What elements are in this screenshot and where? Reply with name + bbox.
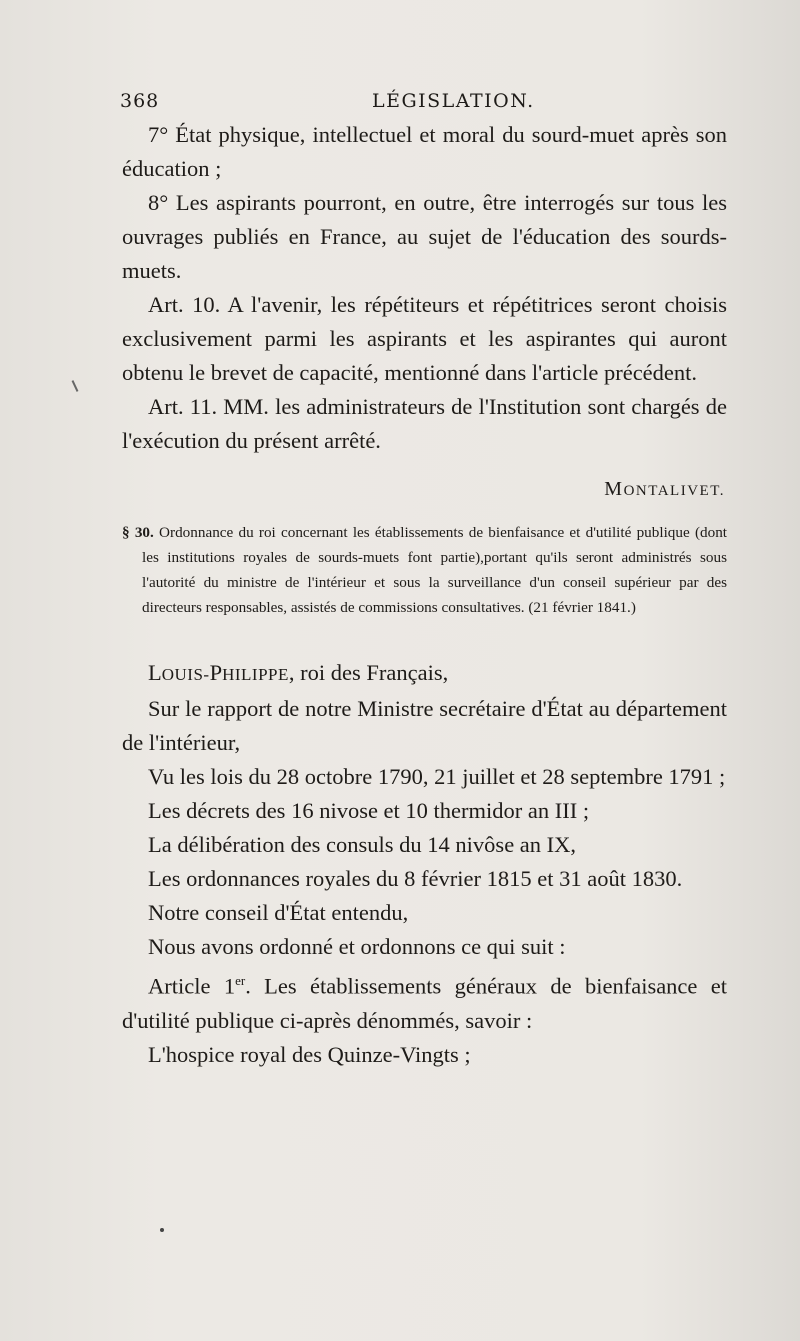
signature: [122, 472, 727, 508]
footnote-block: [122, 520, 727, 620]
king-rest-2: HILIPPE: [222, 665, 289, 684]
page-body: [122, 118, 727, 1072]
ordinance-paragraph: Sur le rapport de notre Ministre secrétaire d'État au département de l'intérieur,: [122, 696, 727, 755]
ordinance-paragraph: Les ordonnances royales du 8 février 1815 et 31 août 1830.: [148, 866, 683, 891]
ordinance-paragraph: La délibération des consuls du 14 nivôse an IX,: [148, 832, 577, 857]
ordinance-paragraph: Notre conseil d'État entendu,: [148, 900, 409, 925]
page-number: 368: [120, 90, 160, 112]
footnote-text: Ordonnance du roi concernant les établissements de bienfaisance et d'utilité publique (dont les institutions royales de sourds-muets font partie),portant qu'ils seront administrés sous l'autorité du ministre de l'intérieur et sous la surveillance d'un conseil supérieur par des directeurs responsables, assistés de commissions consultatives. (21 février 1841.): [142, 524, 728, 616]
running-title: LÉGISLATION.: [372, 90, 535, 112]
ordinance-paragraph: Les décrets des 16 nivose et 10 thermidor an III ;: [148, 798, 590, 823]
king-rest-1: OUIS-: [161, 665, 210, 684]
ordinance-king-line: [122, 656, 727, 692]
signature-initial: M: [604, 478, 624, 500]
king-initial-1: L: [148, 660, 162, 685]
ordinance-paragraph: Vu les lois du 28 octobre 1790, 21 juillet et 28 septembre 1791 ;: [148, 764, 726, 789]
margin-mark: [72, 380, 79, 392]
king-initial-2: P: [209, 660, 223, 685]
paragraph-article-11: Art. 11. MM. les administrateurs de l'Institution sont chargés de l'exécution du présent arrêté.: [122, 394, 727, 453]
ordinance-paragraph: Nous avons ordonné et ordonnons ce qui suit :: [148, 934, 566, 959]
page-header: [120, 90, 730, 118]
ordinance-article-1: [122, 964, 727, 1038]
ordinance-last-line: L'hospice royal des Quinze-Vingts ;: [148, 1041, 471, 1067]
article-1-text: . Les établissements généraux de bienfaisance et d'utilité publique ci-après dénommés, savoir :: [122, 973, 727, 1033]
article-1-sup: er: [235, 973, 246, 988]
paragraph-item-7: 7° État physique, intellectuel et moral du sourd-muet après son éducation ;: [122, 122, 727, 181]
signature-rest: ONTALIVET.: [623, 483, 725, 499]
ink-dot: [160, 1228, 164, 1232]
paragraph-item-8: 8° Les aspirants pourront, en outre, être interrogés sur tous les ouvrages publiés en France, au sujet de l'éducation des sourds-muets.: [122, 190, 727, 283]
article-1-prefix: Article 1: [148, 973, 236, 999]
paragraph-article-10: Art. 10. A l'avenir, les répétiteurs et répétitrices seront choisis exclusivement parmi les aspirants et les aspirantes qui auront obtenu le brevet de capacité, mentionné dans l'article précédent.: [122, 292, 727, 385]
king-tail: , roi des Français,: [288, 660, 449, 685]
footnote-number: § 30.: [122, 524, 154, 541]
ordinance-body: [122, 656, 727, 1072]
